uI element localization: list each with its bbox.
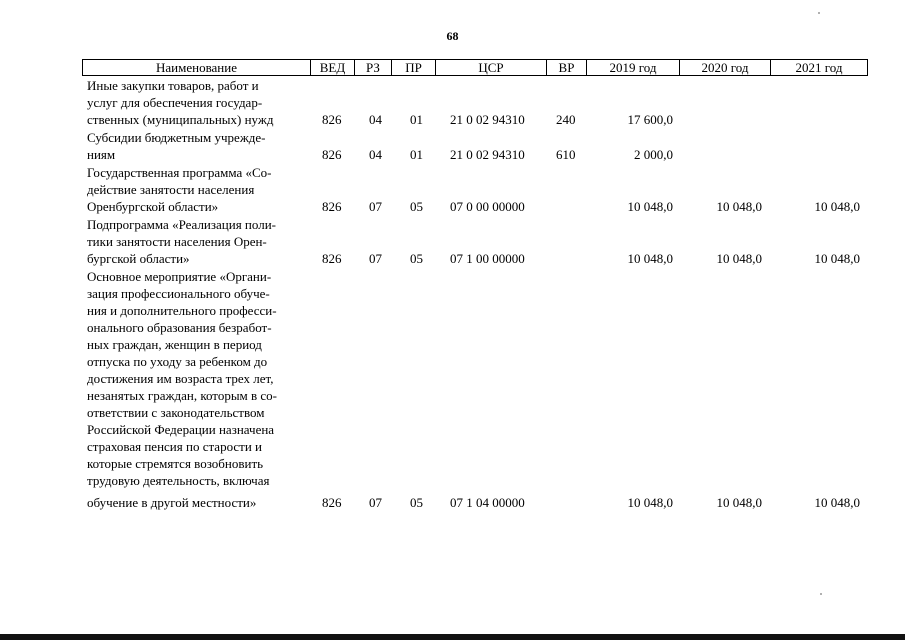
scan-speck xyxy=(818,12,820,14)
cell-2021: 10 048,0 xyxy=(814,495,860,510)
cell-ved: 826 xyxy=(322,199,342,214)
cell-ved: 826 xyxy=(322,251,342,266)
cell-pr: 01 xyxy=(410,147,423,162)
cell-pr: 05 xyxy=(410,199,423,214)
cell-rz: 04 xyxy=(369,147,382,162)
cell-2020: 10 048,0 xyxy=(716,199,762,214)
cell-vr: 240 xyxy=(556,112,576,127)
cell-2021: 10 048,0 xyxy=(814,199,860,214)
row-name-line: Российской Федерации назначена xyxy=(87,422,275,437)
cell-2019: 10 048,0 xyxy=(627,495,673,510)
row-name-line: бургской области» xyxy=(87,251,190,266)
header-vr: ВР xyxy=(547,60,587,75)
cell-csr: 21 0 02 94310 xyxy=(450,147,525,162)
cell-ved: 826 xyxy=(322,147,342,162)
cell-ved: 826 xyxy=(322,112,342,127)
row-name-line: незанятых граждан, которым в со- xyxy=(87,388,278,403)
cell-2020: 10 048,0 xyxy=(716,251,762,266)
cell-pr: 05 xyxy=(410,495,423,510)
cell-ved: 826 xyxy=(322,495,342,510)
row-name-line: страховая пенсия по старости и xyxy=(87,439,263,454)
cell-rz: 07 xyxy=(369,251,382,266)
table-header xyxy=(82,59,868,76)
cell-csr: 21 0 02 94310 xyxy=(450,112,525,127)
header-2020: 2020 год xyxy=(680,60,771,75)
row-name-line: ных граждан, женщин в период xyxy=(87,337,262,352)
row-name-line: тики занятости населения Орен- xyxy=(87,234,267,249)
row-name-line: действие занятости населения xyxy=(87,182,255,197)
header-2021: 2021 год xyxy=(795,60,843,75)
cell-csr: 07 0 00 00000 xyxy=(450,199,525,214)
row-name-line: Основное мероприятие «Органи- xyxy=(87,269,272,284)
cell-rz: 07 xyxy=(369,495,382,510)
row-name-line: достижения им возраста трех лет, xyxy=(87,371,274,386)
row-name-line: которые стремятся возобновить xyxy=(87,456,264,471)
cell-2019: 17 600,0 xyxy=(627,112,673,127)
header-ved: ВЕД xyxy=(311,60,355,75)
row-name-line: ния и дополнительного професси- xyxy=(87,303,277,318)
cell-2021: 10 048,0 xyxy=(814,251,860,266)
header-name: Наименование xyxy=(83,60,311,75)
cell-pr: 01 xyxy=(410,112,423,127)
header-pr: ПР xyxy=(392,60,436,75)
row-name-line: Субсидии бюджетным учрежде- xyxy=(87,130,266,145)
row-name-line: Иные закупки товаров, работ и xyxy=(87,78,259,93)
cell-2019: 10 048,0 xyxy=(627,251,673,266)
row-name-line: ответствии с законодательством xyxy=(87,405,265,420)
row-name-line: трудовую деятельность, включая xyxy=(87,473,270,488)
row-name-line: отпуска по уходу за ребенком до xyxy=(87,354,268,369)
cell-2019: 10 048,0 xyxy=(627,199,673,214)
row-name-line: зация профессионального обуче- xyxy=(87,286,270,301)
scan-edge-bar xyxy=(0,634,905,640)
cell-csr: 07 1 00 00000 xyxy=(450,251,525,266)
row-name-line: обучение в другой местности» xyxy=(87,495,257,510)
cell-vr: 610 xyxy=(556,147,576,162)
header-2019: 2019 год xyxy=(587,60,680,75)
scan-speck xyxy=(820,593,822,595)
cell-2019: 2 000,0 xyxy=(634,147,673,162)
row-name-line: ственных (муниципальных) нужд xyxy=(87,112,274,127)
header-rz: РЗ xyxy=(355,60,392,75)
header-csr: ЦСР xyxy=(436,60,547,75)
row-name-line: Оренбургской области» xyxy=(87,199,219,214)
cell-pr: 05 xyxy=(410,251,423,266)
row-name-line: ниям xyxy=(87,147,116,162)
cell-2020: 10 048,0 xyxy=(716,495,762,510)
row-name-line: онального образования безработ- xyxy=(87,320,272,335)
cell-rz: 04 xyxy=(369,112,382,127)
row-name-line: Государственная программа «Со- xyxy=(87,165,272,180)
row-name-line: услуг для обеспечения государ- xyxy=(87,95,263,110)
cell-csr: 07 1 04 00000 xyxy=(450,495,525,510)
page-number: 68 xyxy=(446,29,459,43)
cell-rz: 07 xyxy=(369,199,382,214)
row-name-line: Подпрограмма «Реализация поли- xyxy=(87,217,276,232)
